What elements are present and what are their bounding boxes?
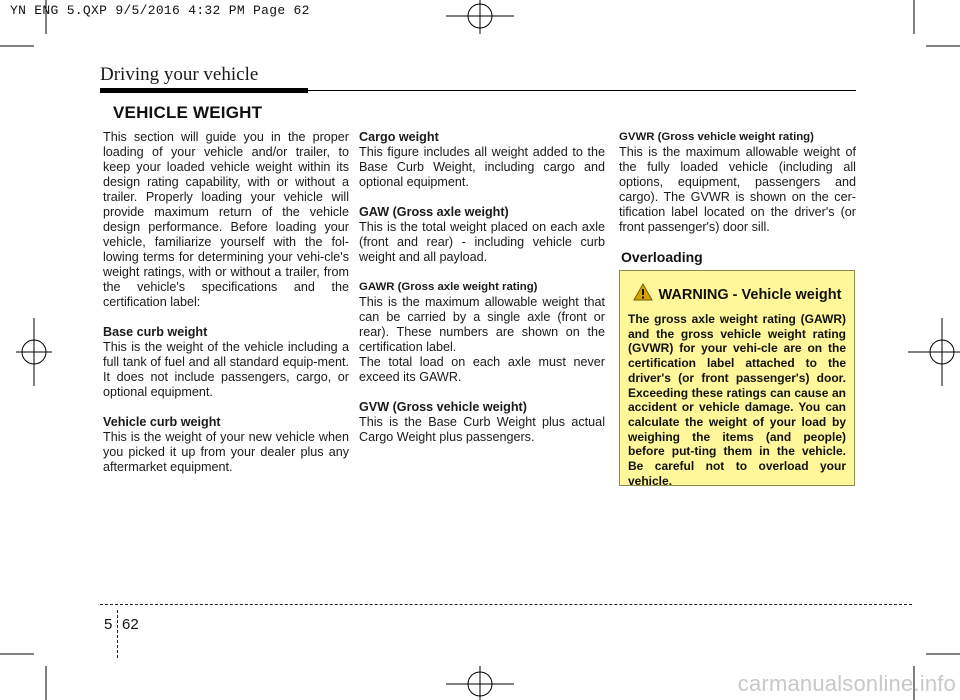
warning-box (619, 270, 855, 486)
vehicle-curb-weight-heading: Vehicle curb weight (103, 415, 221, 429)
gawr-text: This is the maximum allowable weight that can be carried by a single axle (front or rear). These numbers are shown on the certification label. (359, 295, 605, 354)
base-curb-weight-heading: Base curb weight (103, 325, 208, 339)
gawr-heading: GAWR (Gross axle weight rating) (359, 281, 538, 293)
gvw-heading: GVW (Gross vehicle weight) (359, 400, 527, 414)
gvwr-heading: GVWR (Gross vehicle weight rating) (619, 131, 814, 143)
gaw-text: This is the total weight placed on each axle (front and rear) - including vehicle curb weight and all payload. (359, 220, 605, 264)
base-curb-weight-text: This is the weight of the vehicle including a full tank of fuel and all standard equip-ment. It does not include passengers, cargo, or optional equipment. (103, 340, 349, 399)
page-title: VEHICLE WEIGHT (113, 103, 263, 122)
warning-text: The gross axle weight rating (GAWR) and the gross vehicle weight rating (GVWR) for your vehi-cle are on the certification label attached to the driver's (or front passenger's) door. Exceeding these ratings can cause an accident or vehicle damage. You can calculate the weight of your load by weighing the items (and people) before put-ting them in the vehicle. Be careful not to overload your vehicle. (628, 312, 846, 488)
overloading-heading: Overloading (621, 249, 703, 265)
gvwr-text: This is the maximum allowable weight of the fully loaded vehicle (including all options, equipment, passengers and cargo). The GVWR is shown on the cer-tification label located on the driver's (or front passenger's) door sill. (619, 145, 856, 234)
cargo-weight-text: This figure includes all weight added to the Base Curb Weight, including cargo and optional equipment. (359, 145, 605, 189)
warning-triangle-icon (633, 283, 653, 306)
footer-rule (100, 604, 912, 605)
print-slug: YN ENG 5.QXP 9/5/2016 4:32 PM Page 62 (10, 3, 310, 18)
chapter-number: 5 (104, 616, 113, 633)
column-2 (359, 130, 605, 445)
vehicle-curb-weight-text: This is the weight of your new vehicle when you picked it up from your dealer plus any aftermarket equipment. (103, 430, 349, 474)
footer-divider (117, 610, 119, 658)
column-3 (619, 130, 856, 235)
page-number: 62 (122, 616, 139, 633)
gaw-heading: GAW (Gross axle weight) (359, 205, 509, 219)
watermark: carmanualsonline.info (737, 671, 956, 696)
header-rule-thick (100, 88, 308, 93)
section-header: Driving your vehicle (100, 64, 259, 85)
header-rule-thin (308, 90, 856, 91)
cargo-weight-heading: Cargo weight (359, 130, 439, 144)
warning-header (628, 283, 846, 306)
gawr-text-2: The total load on each axle must never exceed its GAWR. (359, 355, 605, 384)
column-1 (103, 130, 349, 475)
gvw-text: This is the Base Curb Weight plus actual Cargo Weight plus passengers. (359, 415, 605, 444)
warning-title: WARNING - Vehicle weight (658, 286, 842, 303)
intro-paragraph: This section will guide you in the proper loading of your vehicle and/or trailer, to keep your loaded vehicle weight within its design rating capability, with or without a trailer. Properly loading your vehicle will provide maximum return of the vehicle design performance. Before loading your vehicle, familiarize yourself with the fol-lowing terms for determining your vehi-cle's weight ratings, with or without a trailer, from the vehicle's specifications and the certification label: (103, 130, 349, 309)
